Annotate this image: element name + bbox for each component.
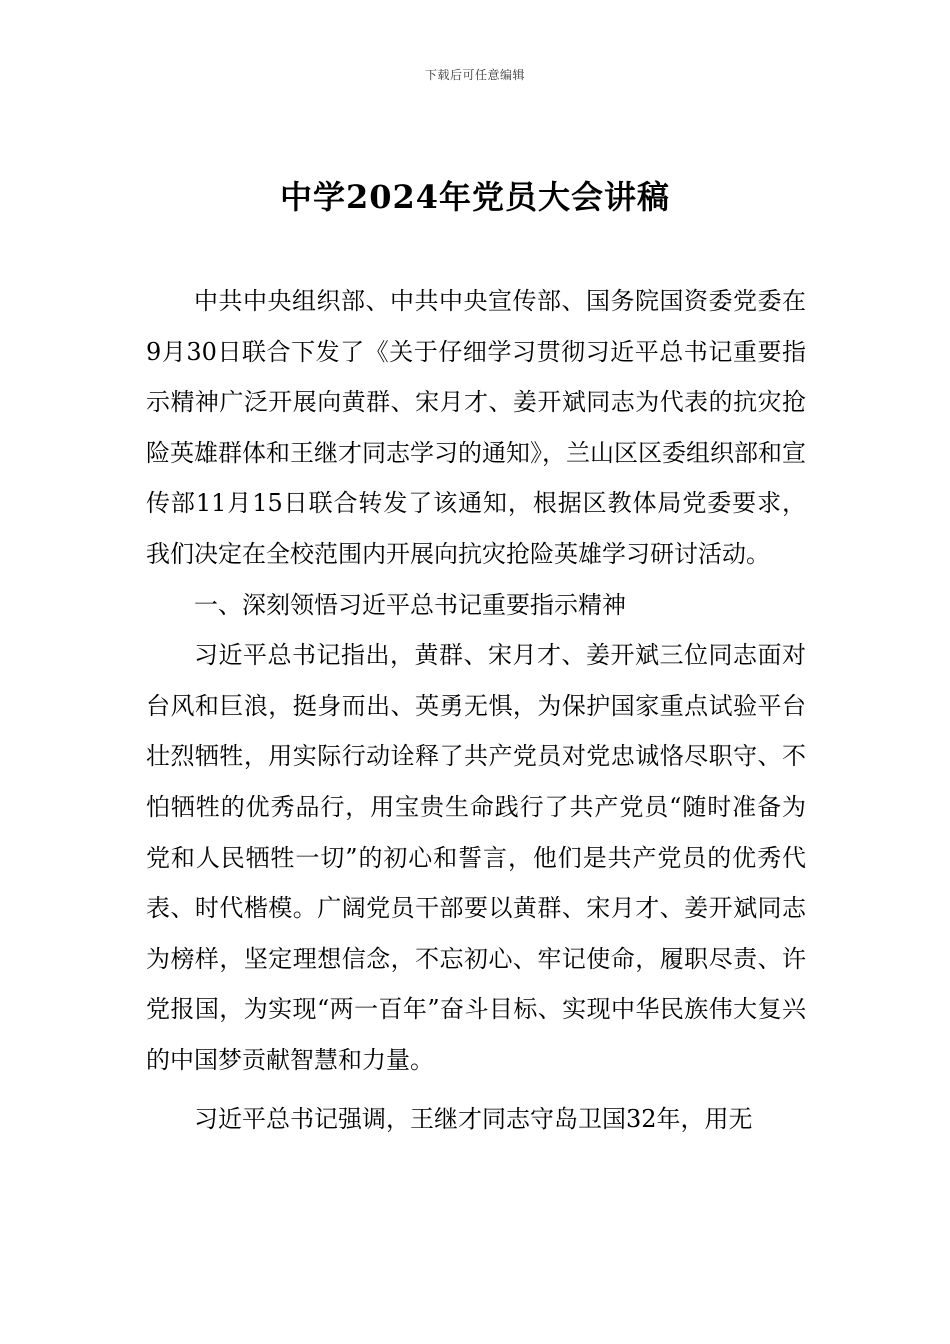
paragraph-intro: 中共中央组织部、中共中央宣传部、国务院国资委党委在9月30日联合下发了《关于仔细学习贯彻习近平总书记重要指示精神广泛开展向黄群、宋月才、姜开斌同志为代表的抗灾抢险英雄群体和王继才同志学习的通知》，兰山区区委组织部和宣传部11月15日联合转发了该通知，根据区教体局党委要求，我们决定在全校范围内开展向抗灾抢险英雄学习研讨活动。: [146, 287, 806, 568]
paragraph-continued: 习近平总书记强调，王继才同志守岛卫国32年，用无: [194, 1104, 753, 1133]
document-title: 中学2024年党员大会讲稿: [279, 178, 671, 216]
section-heading-1: 一、深刻领悟习近平总书记重要指示精神: [194, 590, 626, 619]
document-body: [146, 276, 806, 1144]
header-note: 下载后可任意编辑: [424, 68, 525, 82]
paragraph-section-1: 习近平总书记指出，黄群、宋月才、姜开斌三位同志面对台风和巨浪，挺身而出、英勇无惧，为保护国家重点试验平台壮烈牺牲，用实际行动诠释了共产党员对党忠诚恪尽职守、不怕牺牲的优秀品行，用宝贵生命践行了共产党员“随时准备为党和人民牺牲一切”的初心和誓言，他们是共产党员的优秀代表、时代楷模。广阔党员干部要以黄群、宋月才、姜开斌同志为榜样，坚定理想信念，不忘初心、牢记使命，履职尽责、许党报国，为实现“两一百年”奋斗目标、实现中华民族伟大复兴的中国梦贡献智慧和力量。: [146, 641, 806, 1074]
